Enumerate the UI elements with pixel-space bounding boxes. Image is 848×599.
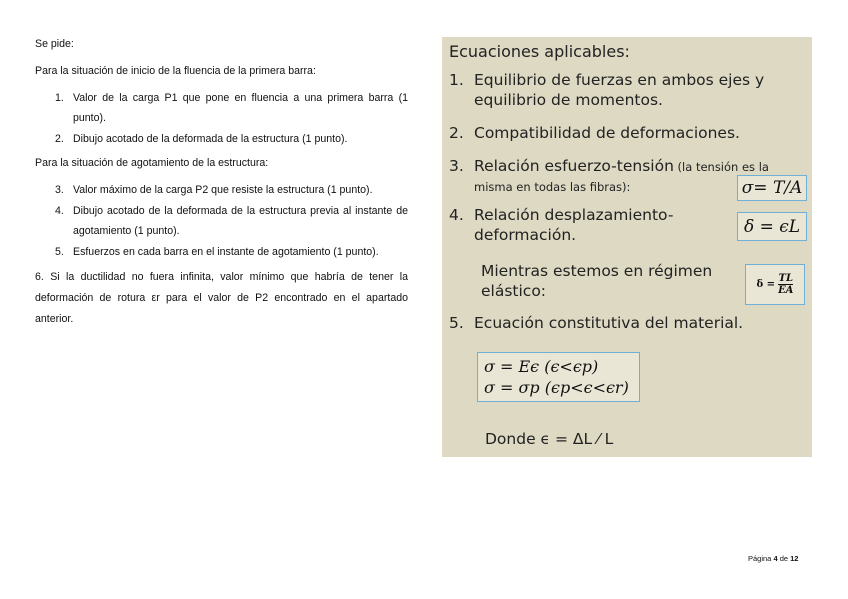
list-item bbox=[35, 88, 408, 130]
elastic-equation bbox=[745, 264, 805, 305]
item-line: deformación. bbox=[474, 226, 577, 244]
list-text: Dibujo acotado de la deformada de la estructura (1 punto). bbox=[73, 133, 348, 146]
note-line: Mientras estemos en régimen bbox=[481, 262, 713, 280]
list-item bbox=[35, 242, 408, 263]
equation-item-3 bbox=[449, 156, 769, 197]
item-number: 4. bbox=[449, 206, 464, 224]
item-note: (la tensión es la bbox=[673, 160, 769, 174]
stress-equation: σ= T/A bbox=[737, 175, 807, 201]
total-pages: 12 bbox=[790, 554, 799, 563]
item-line: Compatibilidad de deformaciones. bbox=[474, 124, 740, 142]
list-text: Valor de la carga P1 que pone en fluencia a una primera barra (1 punto). bbox=[73, 91, 408, 125]
list-number: 3. bbox=[55, 183, 64, 196]
item-note: misma en todas las fibras): bbox=[474, 180, 631, 194]
equation-item-1 bbox=[449, 70, 764, 110]
list-number: 5. bbox=[55, 246, 64, 259]
page-label: Página bbox=[748, 554, 774, 563]
list-number: 1. bbox=[55, 91, 64, 104]
panel-title: Ecuaciones aplicables: bbox=[449, 42, 630, 61]
equation-item-5 bbox=[449, 313, 743, 333]
item-number: 3. bbox=[449, 157, 464, 175]
equation-item-2 bbox=[449, 123, 740, 143]
item-line: Ecuación constitutiva del material. bbox=[474, 314, 744, 332]
list-text: Valor máximo de la carga P2 que resiste la estructura (1 punto). bbox=[73, 183, 373, 196]
equation-item-4 bbox=[449, 205, 673, 245]
intro-text: Se pide: bbox=[35, 38, 74, 50]
item-line: Relación desplazamiento- bbox=[474, 206, 674, 224]
section-heading-collapse: Para la situación de agotamiento de la estructura: bbox=[35, 156, 269, 169]
displacement-equation: δ = ϵL bbox=[737, 212, 807, 241]
item-line: Equilibrio de fuerzas en ambos ejes y bbox=[474, 71, 765, 89]
section-heading-yield: Para la situación de inicio de la fluencia de la primera barra: bbox=[35, 64, 316, 77]
elastic-equation-lhs: δ = bbox=[756, 279, 776, 290]
note-line: elástico: bbox=[481, 282, 547, 300]
list-item bbox=[35, 180, 408, 201]
elastic-regime-note bbox=[481, 261, 712, 301]
item-number: 5. bbox=[449, 314, 464, 332]
page-number bbox=[748, 554, 798, 563]
fraction-numerator: TL bbox=[778, 273, 793, 284]
list-item bbox=[35, 201, 408, 243]
current-page: 4 bbox=[773, 554, 778, 563]
list-item bbox=[35, 129, 408, 150]
item-line: equilibrio de momentos. bbox=[474, 91, 663, 109]
constitutive-line: σ = Eϵ (ϵ<ϵp) bbox=[484, 357, 599, 376]
list-text: Esfuerzos en cada barra en el instante de agotamiento (1 punto). bbox=[73, 246, 379, 259]
fraction-denominator: EA bbox=[778, 285, 794, 296]
strain-definition: Donde ϵ = ΔL ⁄ L bbox=[485, 430, 614, 448]
item-number: 2. bbox=[449, 124, 464, 142]
item-line: Relación esfuerzo-tensión bbox=[474, 157, 674, 175]
paragraph-six: 6. Si la ductilidad no fuera infinita, valor mínimo que habría de tener la deformación de rotura εr para el valor de P2 encontrado en el apartado anterior. bbox=[35, 270, 408, 325]
list-number: 2. bbox=[55, 133, 64, 146]
constitutive-equation bbox=[477, 352, 640, 402]
equations-panel bbox=[442, 37, 812, 457]
list-text: Dibujo acotado de la deformada de la estructura previa al instante de agotamiento (1 punto). bbox=[73, 204, 408, 238]
fraction bbox=[778, 273, 793, 296]
list-number: 4. bbox=[55, 204, 64, 217]
item-number: 1. bbox=[449, 71, 464, 89]
problem-statement bbox=[35, 34, 408, 329]
constitutive-line: σ = σp (ϵp<ϵ<ϵr) bbox=[484, 378, 629, 397]
page-separator: de bbox=[777, 554, 791, 563]
